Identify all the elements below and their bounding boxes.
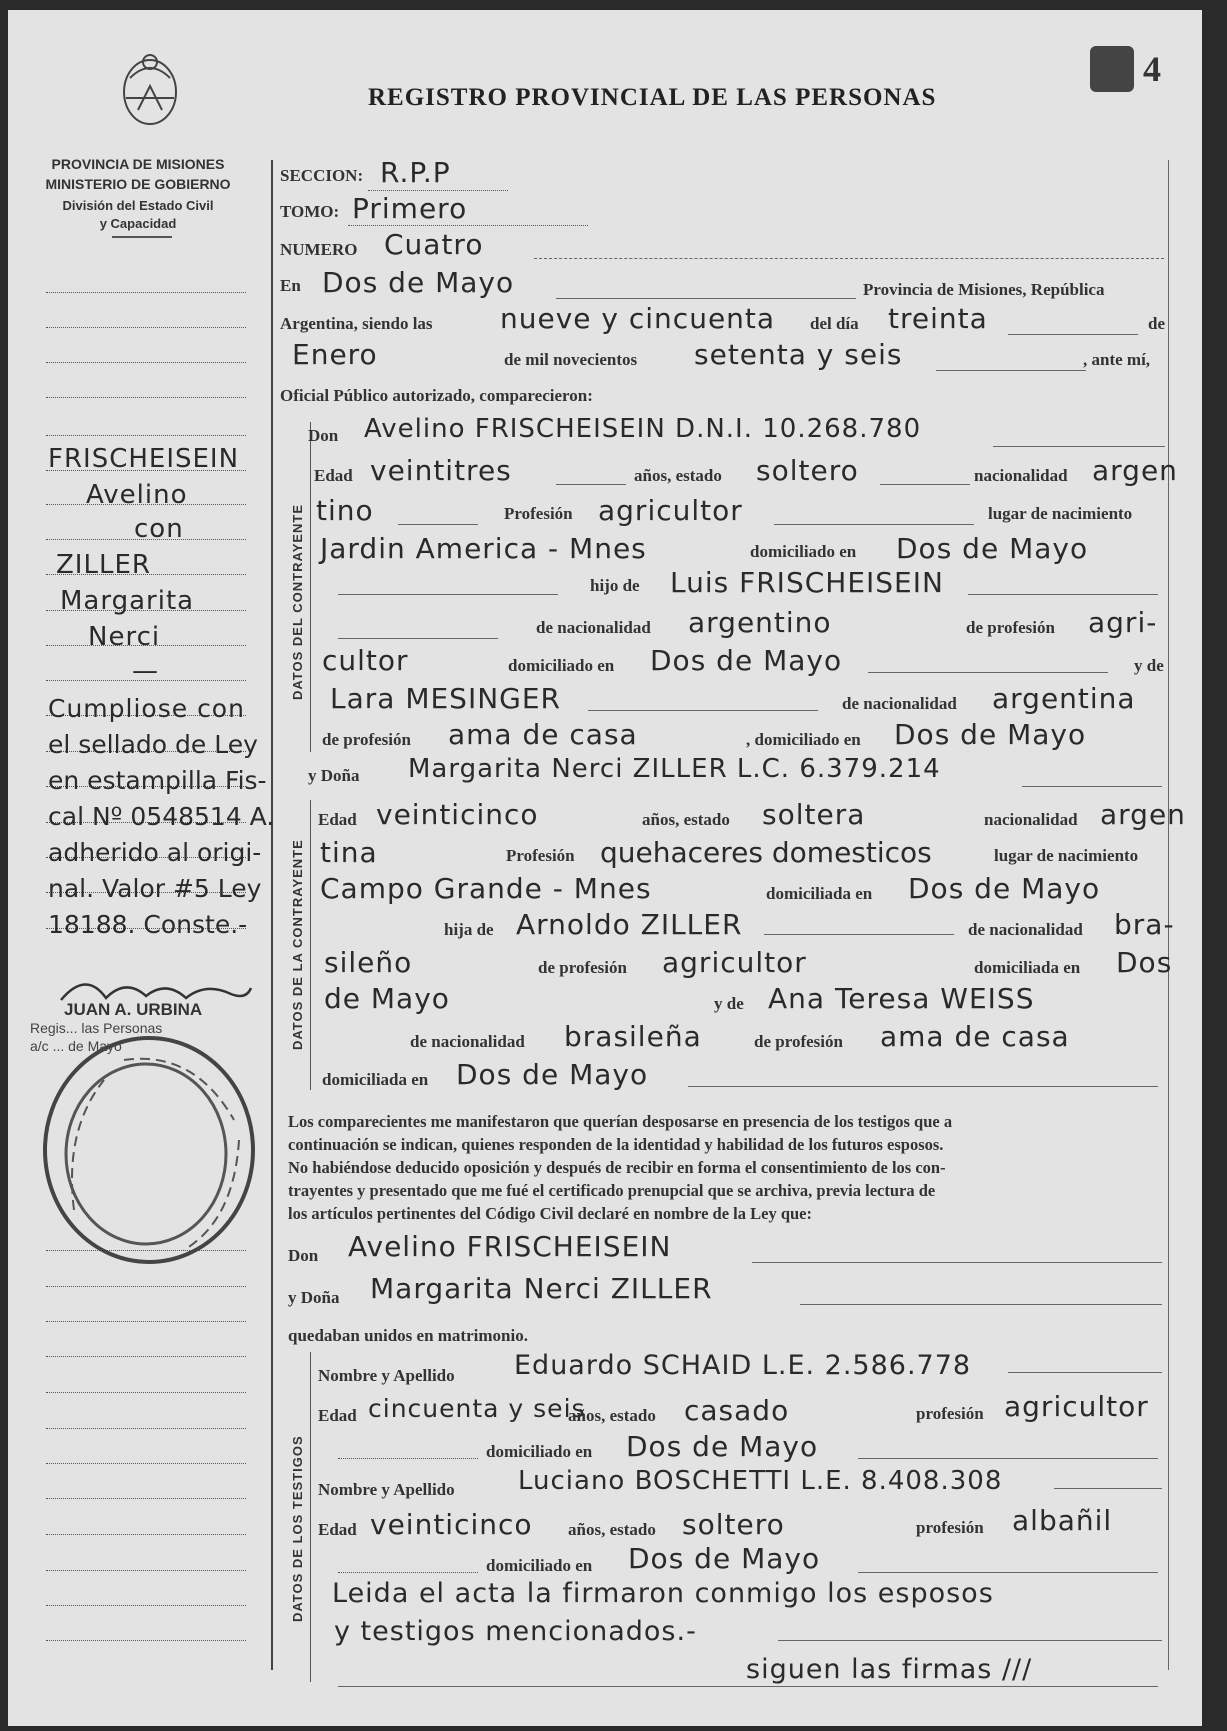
coat-of-arms-icon [116, 48, 184, 128]
oficial-text: Oficial Público autorizado, comparecieron: [280, 386, 593, 405]
contrayente-name: Avelino FRISCHEISEIN D.N.I. 10.268.780 [364, 414, 922, 444]
t1-prof: agricultor [1004, 1390, 1149, 1423]
t2-estado: soltero [682, 1508, 785, 1541]
cierre-line2: y testigos mencionados.- [334, 1616, 697, 1647]
contrayenta-padre: Arnoldo ZILLER [516, 908, 743, 941]
contrayenta-padre-prof: agricultor [662, 946, 807, 979]
contrayente-nac1: argen [1092, 454, 1178, 487]
t1-edad-label: Edad [318, 1406, 357, 1425]
page-number: 4 [1143, 49, 1161, 89]
cierre-line1: Leida el acta la firmaron conmigo los esposos [332, 1578, 994, 1609]
page-title: REGISTRO PROVINCIAL DE LAS PERSONAS [368, 84, 937, 111]
margin-name5: Margarita [60, 586, 195, 616]
margin-name6: Nerci [88, 622, 161, 652]
contrayente-padre-prof2: cultor [322, 644, 409, 677]
contrayenta-side-label: DATOS DE LA CONTRAYENTE [290, 839, 305, 1050]
de-profesion-label: de profesión [966, 618, 1055, 637]
de-nacionalidad-label: de nacionalidad [536, 618, 651, 637]
profesion-label-2: Profesión [506, 846, 575, 865]
contrayenta-padre-nac2: sileño [324, 946, 413, 979]
margin-name1: FRISCHEISEIN [48, 444, 240, 474]
margin-name3: con [134, 514, 184, 544]
contrayenta-padre-dom2: de Mayo [324, 982, 450, 1015]
contrayente-nac2: tino [316, 494, 374, 527]
contrayenta-edad: veinticinco [376, 798, 539, 831]
anos-estado-label: años, estado [634, 466, 722, 485]
t2-name: Luciano BOSCHETTI L.E. 8.408.308 [518, 1466, 1003, 1496]
contrayenta-name: Margarita Nerci ZILLER L.C. 6.379.214 [408, 754, 941, 784]
t2-dom: Dos de Mayo [628, 1542, 821, 1575]
t2-nombre-label: Nombre y Apellido [318, 1480, 455, 1499]
de-profesion-label3: de profesión [538, 958, 627, 977]
contrayente-madre-prof: ama de casa [448, 718, 638, 751]
domiciliado-label2: domiciliado en [508, 656, 615, 675]
official-title1: Regis... las Personas [30, 1020, 163, 1036]
contrayenta-padre-dom1: Dos [1116, 946, 1173, 979]
nacionalidad-label: nacionalidad [974, 466, 1068, 485]
decl-dona-name: Margarita Nerci ZILLER [370, 1272, 713, 1305]
contrayenta-profesion: quehaceres domesticos [600, 836, 932, 869]
seccion-label: SECCION: [280, 166, 364, 185]
dia-value: treinta [888, 302, 988, 335]
domiciliado-label: domiciliado en [750, 542, 857, 561]
contrayente-domicilio: Dos de Mayo [896, 532, 1089, 565]
contrayente-lugar-nac: Jardin America - Mnes [320, 532, 647, 565]
contrayente-madre-dom: Dos de Mayo [894, 718, 1087, 751]
t1-profesion-label: profesión [916, 1404, 984, 1423]
edad-label-2: Edad [318, 810, 357, 829]
hora-value: nueve y cincuenta [500, 302, 776, 335]
de-nacionalidad-label4: de nacionalidad [410, 1032, 525, 1051]
domiciliada-label2: domiciliada en [974, 958, 1081, 977]
y-de-label-2: y de [714, 994, 744, 1013]
de-profesion-label2: de profesión [322, 730, 411, 749]
t1-edad: cincuenta y seis [368, 1394, 586, 1423]
anio-value: setenta y seis [694, 338, 903, 371]
org-line2: MINISTERIO DE GOBIERNO [45, 176, 231, 192]
margin-name2: Avelino [86, 480, 188, 510]
hija-label: hija de [444, 920, 494, 939]
de-nacionalidad-label2: de nacionalidad [842, 694, 957, 713]
argentina-text: Argentina, siendo las [280, 314, 433, 333]
margin-note5: adherido al origi- [48, 838, 262, 867]
en-label: En [280, 276, 301, 295]
declaracion-line3: No habiéndose deducido oposición y después de recibir en forma el consentimiento de los con- [288, 1158, 946, 1177]
numero-label: NUMERO [280, 240, 358, 259]
declaracion-line4: trayentes y presentado que me fué el certificado prenupcial que se archiva, previa lectura de [288, 1181, 936, 1200]
t2-profesion-label: profesión [916, 1518, 984, 1537]
domiciliada-label3: domiciliada en [322, 1070, 429, 1089]
t1-domiciliado-label: domiciliado en [486, 1442, 593, 1461]
margin-name4: ZILLER [56, 550, 151, 580]
provincia-text: Provincia de Misiones, República [863, 280, 1105, 299]
contrayente-profesion: agricultor [598, 494, 743, 527]
domiciliada-label: domiciliada en [766, 884, 873, 903]
margin-note2: el sellado de Ley [48, 730, 258, 759]
contrayenta-nac2: tina [320, 836, 378, 869]
unidos-text: quedaban unidos en matrimonio. [288, 1326, 528, 1345]
domiciliado-label3: , domiciliado en [746, 730, 861, 749]
de-mil-label: de mil novecientos [504, 350, 638, 369]
decl-don-name: Avelino FRISCHEISEIN [348, 1230, 672, 1263]
tomo-label: TOMO: [280, 202, 340, 221]
t2-domiciliado-label: domiciliado en [486, 1556, 593, 1575]
contrayente-padre-prof1: agri- [1088, 606, 1158, 639]
de-profesion-label4: de profesión [754, 1032, 843, 1051]
lugar-nac-label-2: lugar de nacimiento [994, 846, 1139, 865]
t2-edad-label: Edad [318, 1520, 357, 1539]
mes-value: Enero [292, 338, 378, 371]
margin-name7: — [132, 656, 159, 686]
profesion-label: Profesión [504, 504, 573, 523]
contrayenta-madre-prof: ama de casa [880, 1020, 1070, 1053]
contrayente-padre: Luis FRISCHEISEIN [670, 566, 944, 599]
contrayenta-lugar-nac: Campo Grande - Mnes [320, 872, 652, 905]
contrayente-padre-dom: Dos de Mayo [650, 644, 843, 677]
contrayente-madre-nac: argentina [992, 682, 1136, 715]
declaracion-line1: Los comparecientes me manifestaron que querían desposarse en presencia de los testigos que a [288, 1112, 953, 1131]
contrayente-side-label: DATOS DEL CONTRAYENTE [290, 503, 305, 700]
official-name: JUAN A. URBINA [64, 1000, 203, 1019]
contrayente-madre: Lara MESINGER [330, 682, 561, 715]
t2-prof: albañil [1012, 1504, 1113, 1537]
decl-don-label: Don [288, 1246, 319, 1265]
contrayenta-nac1: argen [1100, 798, 1186, 831]
t1-nombre-label: Nombre y Apellido [318, 1366, 455, 1385]
org-line3: División del Estado Civil [62, 198, 214, 213]
y-de-label: y de [1134, 656, 1164, 675]
t1-estado: casado [684, 1394, 790, 1427]
contrayenta-madre: Ana Teresa WEISS [768, 982, 1035, 1015]
don-label: Don [308, 426, 339, 445]
lugar-value: Dos de Mayo [322, 266, 515, 299]
edad-label: Edad [314, 466, 353, 485]
cierre-line3: siguen las firmas /// [746, 1654, 1033, 1685]
t1-name: Eduardo SCHAID L.E. 2.586.778 [514, 1350, 972, 1381]
dona-label: y Doña [308, 766, 360, 785]
declaracion-line5: los artículos pertinentes del Código Civil declaré en nombre de la Ley que: [288, 1204, 812, 1223]
seccion-value: R.P.P [380, 156, 451, 189]
de-nacionalidad-label3: de nacionalidad [968, 920, 1083, 939]
nacionalidad-label-2: nacionalidad [984, 810, 1078, 829]
tomo-value: Primero [352, 192, 468, 225]
t1-anos-estado: años, estado [568, 1406, 656, 1425]
declaracion-line2: continuación se indican, quienes responden de la identidad y habilidad de los futuros esposos. [288, 1135, 944, 1154]
contrayenta-madre-nac: brasileña [564, 1020, 702, 1053]
contrayente-padre-nac: argentino [688, 606, 832, 639]
hijo-label: hijo de [590, 576, 640, 595]
lugar-nac-label: lugar de nacimiento [988, 504, 1133, 523]
contrayenta-domicilio: Dos de Mayo [908, 872, 1101, 905]
contrayente-estado: soltero [756, 454, 859, 487]
ante-mi-label: , ante mí, [1083, 350, 1151, 369]
contrayenta-padre-nac1: bra- [1114, 908, 1175, 941]
decl-dona-label: y Doña [288, 1288, 340, 1307]
org-line4: y Capacidad [99, 216, 177, 231]
anos-estado-label-2: años, estado [642, 810, 730, 829]
del-dia-label: del día [810, 314, 859, 333]
testigos-side-label: DATOS DE LOS TESTIGOS [290, 1435, 305, 1622]
numero-value: Cuatro [384, 228, 484, 261]
margin-note6: nal. Valor #5 Ley [48, 874, 262, 903]
t2-edad: veinticinco [370, 1508, 533, 1541]
margin-note4: cal Nº 0548514 A. [48, 802, 275, 831]
margin-note3: en estampilla Fis- [48, 766, 267, 795]
round-stamp-icon [34, 1030, 264, 1270]
t2-anos-estado: años, estado [568, 1520, 656, 1539]
contrayenta-madre-dom: Dos de Mayo [456, 1058, 649, 1091]
document-page [8, 10, 1202, 1726]
contrayenta-estado: soltera [762, 798, 866, 831]
contrayente-edad: veintitres [370, 454, 512, 487]
org-line1: PROVINCIA DE MISIONES [51, 156, 225, 172]
margin-note1: Cumpliose con [48, 694, 245, 723]
margin-note7: 18188. Conste.- [48, 910, 248, 939]
de-label: de [1148, 314, 1165, 333]
official-title2: a/c ... de Mayo [30, 1038, 122, 1054]
t1-dom: Dos de Mayo [626, 1430, 819, 1463]
